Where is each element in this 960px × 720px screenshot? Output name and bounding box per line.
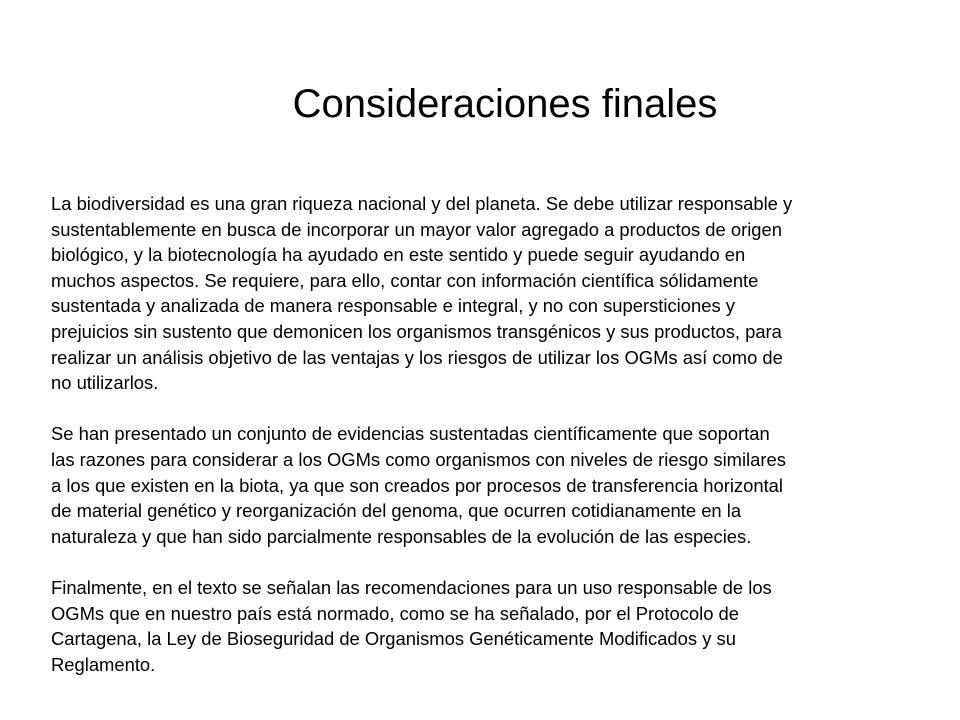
slide-title: Consideraciones finales (292, 82, 718, 126)
slide-body (51, 191, 921, 703)
paragraph-biodiversity: La biodiversidad es una gran riqueza nacional y del planeta. Se debe utilizar responsable y sustentablemente en busca de incorporar un mayor valor agregado a productos de origen biológico, y la biotecnología ha ayudado en este sentido y puede seguir ayudando en muchos aspectos. Se requiere, para ello, contar con información científica sólidamente sustentada y analizada de manera responsable e integral, y no con supersticiones y prejuicios sin sustento que demonicen los organismos transgénicos y sus productos, para realizar un análisis objetivo de las ventajas y los riesgos de utilizar los OGMs así como de no utilizarlos. (51, 193, 793, 394)
paragraph-evidence: Se han presentado un conjunto de evidencias sustentadas científicamente que soportan las razones para considerar a los OGMs como organismos con niveles de riesgo similares a los que existen en la biota, ya que son creados por procesos de transferencia horizontal de material genético y reorganización del genoma, que ocurren cotidianamente en la naturaleza y que han sido parcialmente responsables de la evolución de las especies. (51, 423, 786, 547)
paragraph-recommendations: Finalmente, en el texto se señalan las recomendaciones para un uso responsable de los OGMs que en nuestro país está normado, como se ha señalado, por el Protocolo de Cartagena, la Ley de Bioseguridad de Organismos Genéticamente Modificados y su Reglamento. (51, 576, 772, 675)
